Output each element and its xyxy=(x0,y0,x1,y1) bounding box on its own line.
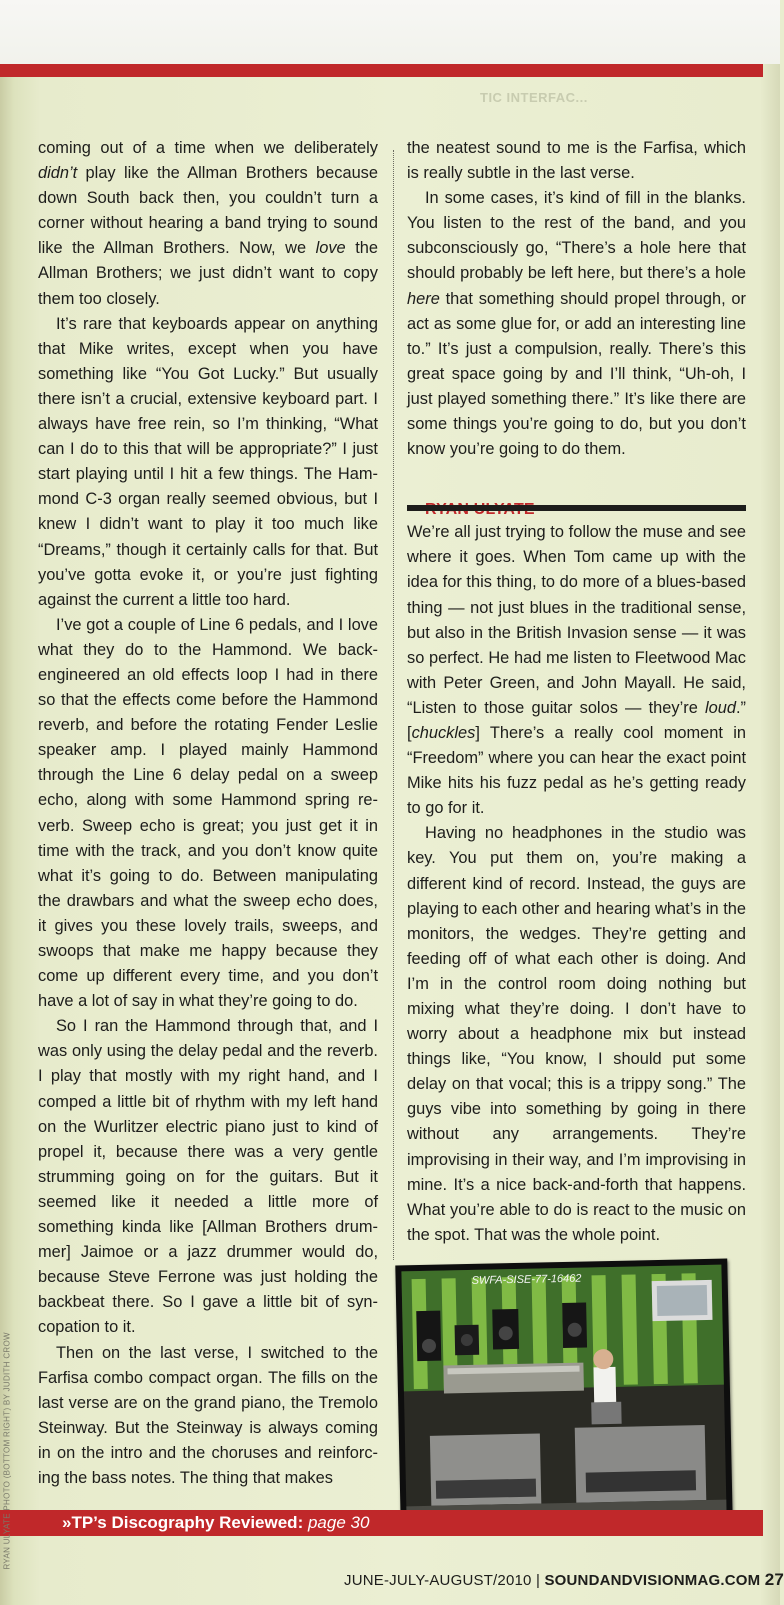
footer-separator: | xyxy=(531,1572,545,1589)
paragraph: coming out of a time when we deliberately didn’t play like the Allman Brothers because down South back then, you couldn’t turn a corner without hearing a band trying to sound like the Allman Brothers. Now, we love the Allman Brothers; we just didn’t want to copy them too closely. xyxy=(38,139,378,308)
section-rule xyxy=(407,505,746,511)
paragraph: the neatest sound to me is the Farfisa, which is really subtle in the last verse. xyxy=(407,139,746,183)
studio-photo xyxy=(395,1259,732,1528)
right-column xyxy=(407,136,746,1248)
column-divider xyxy=(393,150,394,1260)
discography-link[interactable] xyxy=(62,1513,369,1533)
page-number: 27 xyxy=(764,1570,784,1589)
section-spacer xyxy=(407,462,746,500)
discography-label: »TP’s Discography Reviewed: xyxy=(62,1513,304,1532)
footer-site: SOUNDANDVISIONMAG.COM xyxy=(544,1572,761,1589)
paragraph: So I ran the Hammond through that, and I was only using the delay pedal and the reverb. I play that mostly with my right hand, and I comped a little bit of rhythm with my left hand on the Wurlitzer electric piano just to kind of propel it, because there was a very gentle strumming going on for the guitars. But it seemed like it needed a little more of something kinda like [Allman Brothers drummer] Jaimoe or a jazz drummer would do, because Steve Ferrone was just holding the backbeat there. So I gave a little bit of syncopation to it. xyxy=(38,1017,378,1337)
top-red-rule xyxy=(0,64,763,77)
paragraph: Having no headphones in the studio was key. You put them on, you’re making a different kind of record. Instead, the guys are playing to each other and hearing what’s in the monitors, the wedges. They’re getting and feeding off of what each other is doing. And I’m in the control room doing nothing but mixing what they’re doing. I don’t have to worry about a headphone mix but instead things like, “You know, I should put some delay on that vocal; this is a trippy song.” The guys vibe into something by going in there without any arrangements. They’re improvising in their way, and I’m improvising in mine. It’s a nice back-and-forth that happens. What you’re able to do is react to the music on the spot. That was the whole point. xyxy=(407,824,746,1244)
page-footer xyxy=(344,1570,784,1590)
paragraph: In some cases, it’s kind of fill in the blanks. You listen to the rest of the band, and you subconsciously go, “There’s a hole here that should probably be left here, but there’s a hole here that something should propel through, or act as some glue for, or add an interesting line to.” It’s just a compulsion, really. There’s this great space going by and I’ll think, “Uh-oh, I just played something there.” It’s like there are some things you’re going to do, but you don’t know you’re going to do them. xyxy=(407,189,746,459)
paragraph: We’re all just trying to follow the muse and see where it goes. When Tom came up with the idea for this thing, to do more of a blues-based thing — not just blues in the traditional sense, but also in the British Invasion sense — it was so perfect. He had me listen to Fleetwood Mac with Peter Green, and John Mayall. He said, “Listen to those guitar solos — they’re loud.” [chuckles] There’s a really cool moment in “Freedom” where you can hear the exact point Mike hits his fuzz pedal as he’s getting ready to go for it. xyxy=(407,523,746,818)
paragraph: Then on the last verse, I switched to the Farfisa combo compact organ. The fills on the last verse are on the grand piano, the Tremolo Steinway. But the Steinway is always coming in on the intro and the choruses and reinforcing the bass notes. The thing that makes xyxy=(38,1343,378,1487)
paragraph: I’ve got a couple of Line 6 pedals, and I love what they do to the Hammond. We back-engineered an old effects loop I had in there so that the effects come before the Hammond reverb, and before the rotating Fender Leslie speaker amp. I played mainly Hammond through the Line 6 delay pedal on a sweep echo, along with some Hammond spring reverb. Sweep echo is great; you just get it in time with the track, and you don’t know quite what it’s going to do. Between manipulating the drawbars and what the sweep echo does, it gives you these lovely trails, sweeps, and swoops that make me happy because they come up different every time, and you don’t have a lot of say in what they’re going to do. xyxy=(38,615,378,1011)
footer-issue: JUNE-JULY-AUGUST/2010 xyxy=(344,1572,532,1589)
paragraph: It’s rare that keyboards appear on anything that Mike writes, except when you have something like “You Got Lucky.” But usually there isn’t a crucial, extensive keyboard part. I always have free rein, so I’m thinking, “What can I do to this that will be appropriate?” I just start playing until I hit a few things. The Hammond C-3 organ really seemed obvious, but I knew I didn’t want to play it too much like “Dreams,” though it certainly calls for that. But you’ve gotta evoke it, or you’re just fighting against the current a little too hard. xyxy=(38,314,378,609)
discography-page: page 30 xyxy=(303,1513,370,1532)
photo-credit: RYAN ULYATE PHOTO (BOTTOM RIGHT) BY JUDITH CROW xyxy=(2,1332,12,1570)
left-column xyxy=(38,136,378,1491)
photo-scrawl: SWFA-SISE-77-16462 xyxy=(471,1272,582,1287)
top-margin xyxy=(0,0,780,64)
studio-photo-illustration xyxy=(401,1265,726,1522)
bleed-through-text: TIC INTERFAC... xyxy=(480,90,588,105)
